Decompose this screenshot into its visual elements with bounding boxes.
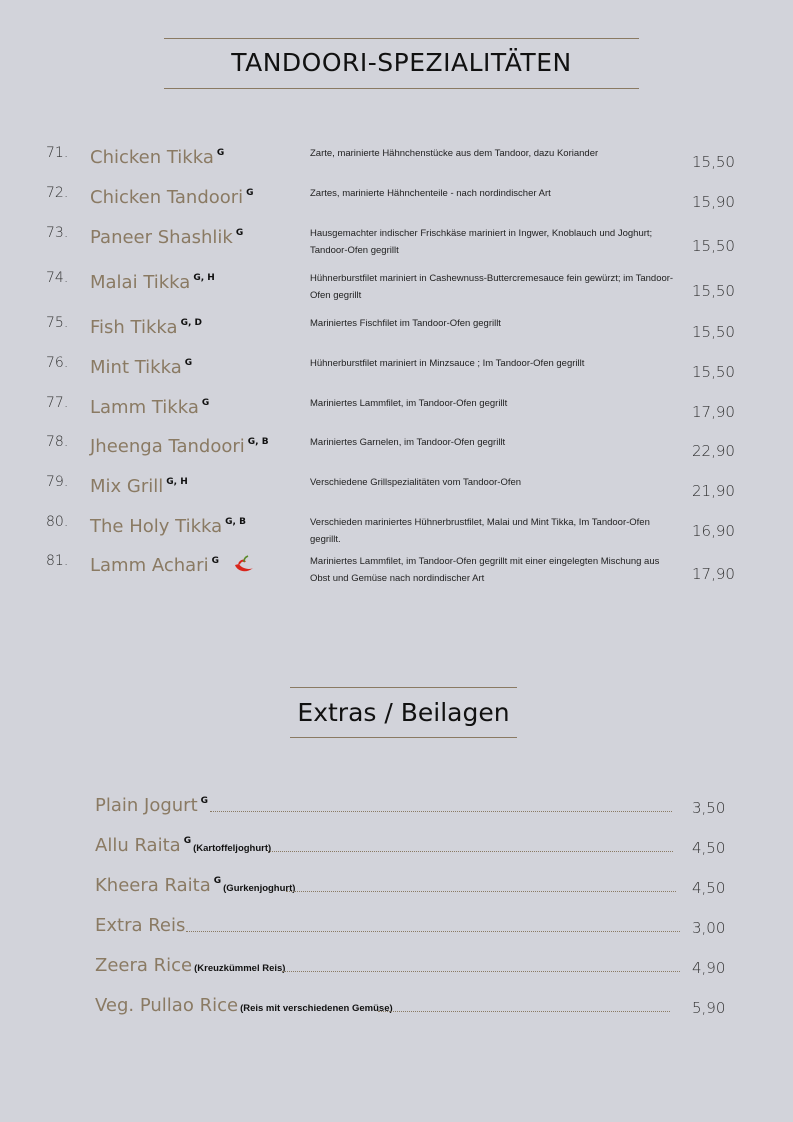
extra-name: Kheera Raita $^G$(Gurkenjoghurt) [95, 875, 296, 896]
extra-name: Extra Reis [95, 915, 186, 936]
allergen-codes: G, H [166, 477, 188, 487]
item-number: 75. [46, 315, 69, 331]
item-description: Zartes, marinierte Hähnchenteile - nach nordindischer Art [310, 188, 551, 199]
item-name: Chicken Tandoori $^G$ [90, 187, 254, 208]
item-description: Verschieden mariniertes Hühnerbrustfilet, Malai und Mint Tikka, Im Tandoor-Ofen gegrillt. [310, 517, 650, 545]
extra-price: 3,50 [692, 799, 726, 817]
allergen-codes: G [201, 398, 210, 408]
item-name: Fish Tikka $^{G, D}$ [90, 317, 202, 338]
extra-name: Plain Jogurt $^G$ [95, 795, 209, 816]
extra-price: 5,90 [692, 999, 726, 1017]
extra-price: 3,00 [692, 919, 726, 937]
allergen-codes: G [184, 358, 193, 368]
item-price: 15,50 [692, 323, 735, 341]
item-price: 15,90 [692, 193, 735, 211]
menu-item [0, 514, 793, 554]
leader-dots [286, 891, 676, 892]
extra-note: (Reis mit verschiedenen Gemüse) [240, 1003, 393, 1014]
extra-item [0, 835, 793, 865]
allergen-codes: G, B [225, 517, 246, 527]
allergen-codes: G [246, 188, 254, 198]
menu-item [0, 225, 793, 265]
extra-price: 4,90 [692, 959, 726, 977]
menu-item [0, 270, 793, 310]
item-number: 72. [46, 185, 69, 201]
item-number: 78. [46, 434, 69, 450]
item-number: 79. [46, 474, 69, 490]
menu-item [0, 553, 793, 593]
extra-item [0, 875, 793, 905]
item-price: 17,90 [692, 403, 735, 421]
item-price: 22,90 [692, 442, 735, 460]
item-price: 15,50 [692, 153, 735, 171]
leader-dots [210, 811, 672, 812]
extra-item [0, 995, 793, 1025]
item-number: 77. [46, 395, 69, 411]
title-rule-bottom [164, 88, 639, 89]
item-name: Mint Tikka $^G$ [90, 357, 193, 378]
item-description: Mariniertes Garnelen, im Tandoor-Ofen gegrillt [310, 437, 506, 448]
section-title-extras: Extras / Beilagen [297, 698, 510, 727]
item-price: 15,50 [692, 282, 735, 300]
item-description: Mariniertes Lammfilet, im Tandoor-Ofen gegrillt [310, 398, 508, 409]
menu-item [0, 434, 793, 474]
item-price: 16,90 [692, 522, 735, 540]
extra-name: Zeera Rice (Kreuzkümmel Reis) [95, 955, 286, 976]
menu-item [0, 185, 793, 225]
extra-item [0, 955, 793, 985]
extra-note: (Kreuzkümmel Reis) [194, 963, 286, 974]
extra-price: 4,50 [692, 839, 726, 857]
chili-pepper-icon [232, 555, 256, 575]
extra-note: (Gurkenjoghurt) [223, 883, 296, 894]
allergen-codes: G [213, 876, 222, 886]
item-description: Zarte, marinierte Hähnchenstücke aus dem Tandoor, dazu Koriander [310, 148, 599, 159]
item-name: Paneer Shashlik $^G$ [90, 227, 244, 248]
item-name: Jheenga Tandoori $^{G, B}$ [90, 436, 269, 457]
extra-name: Veg. Pullao Rice (Reis mit verschiedenen Gemüse) [95, 995, 393, 1016]
allergen-codes: G, H [193, 273, 215, 283]
allergen-codes: G, B [247, 437, 269, 447]
item-number: 74. [46, 270, 69, 286]
item-price: 15,50 [692, 237, 735, 255]
extra-name: Allu Raita $^G$(Kartoffeljoghurt) [95, 835, 272, 856]
menu-item [0, 474, 793, 514]
allergen-codes: G [235, 228, 244, 238]
item-name: Lamm Achari $^G$ [90, 555, 219, 576]
item-number: 80. [46, 514, 69, 530]
menu-item [0, 145, 793, 185]
leader-dots [268, 851, 673, 852]
allergen-codes: G, D [180, 318, 202, 328]
item-name: Malai Tikka $^{G, H}$ [90, 272, 215, 293]
title-rule-top [164, 38, 639, 39]
leader-dots [378, 1011, 670, 1012]
item-name: The Holy Tikka $^{G, B}$ [90, 516, 246, 537]
item-name: Lamm Tikka $^G$ [90, 397, 210, 418]
item-description: Hühnerburstfilet mariniert in Minzsauce ; Im Tandoor-Ofen gegrillt [310, 358, 585, 369]
item-name: Chicken Tikka $^G$ [90, 147, 225, 168]
item-name: Mix Grill $^{G, H}$ [90, 476, 188, 497]
item-number: 76. [46, 355, 69, 371]
item-number: 81. [46, 553, 69, 569]
allergen-codes: G [200, 796, 209, 806]
allergen-codes: G [183, 836, 192, 846]
item-description: Hausgemachter indischer Frischkäse mariniert in Ingwer, Knoblauch und Joghurt; Tandoor-Ofen gegrillt [310, 228, 653, 256]
item-description: Mariniertes Lammfilet, im Tandoor-Ofen gegrillt mit einer eingelegten Mischung aus Obst und Gemüse nach nordindischer Art [310, 556, 660, 584]
extra-item [0, 915, 793, 945]
title-rule-top [290, 687, 517, 688]
section-title-tandoori: TANDOORI-SPEZIALITÄTEN [231, 48, 572, 77]
title-rule-bottom [290, 737, 517, 738]
item-description: Mariniertes Fischfilet im Tandoor-Ofen gegrillt [310, 318, 501, 329]
item-number: 73. [46, 225, 69, 241]
menu-item [0, 395, 793, 435]
item-price: 21,90 [692, 482, 735, 500]
allergen-codes: G [211, 556, 219, 566]
item-number: 71. [46, 145, 69, 161]
extra-note: (Kartoffeljoghurt) [193, 843, 272, 854]
menu-item [0, 355, 793, 395]
item-description: Hühnerburstfilet mariniert in Cashewnuss-Buttercremesauce fein gewürzt; im Tandoor-Ofen gegrillt [310, 273, 674, 301]
extra-price: 4,50 [692, 879, 726, 897]
menu-item [0, 315, 793, 355]
extra-item [0, 795, 793, 825]
item-description: Verschiedene Grillspezialitäten vom Tandoor-Ofen [310, 477, 522, 488]
leader-dots [186, 931, 680, 932]
leader-dots [282, 971, 680, 972]
item-price: 17,90 [692, 565, 735, 583]
item-price: 15,50 [692, 363, 735, 381]
allergen-codes: G [216, 148, 225, 158]
